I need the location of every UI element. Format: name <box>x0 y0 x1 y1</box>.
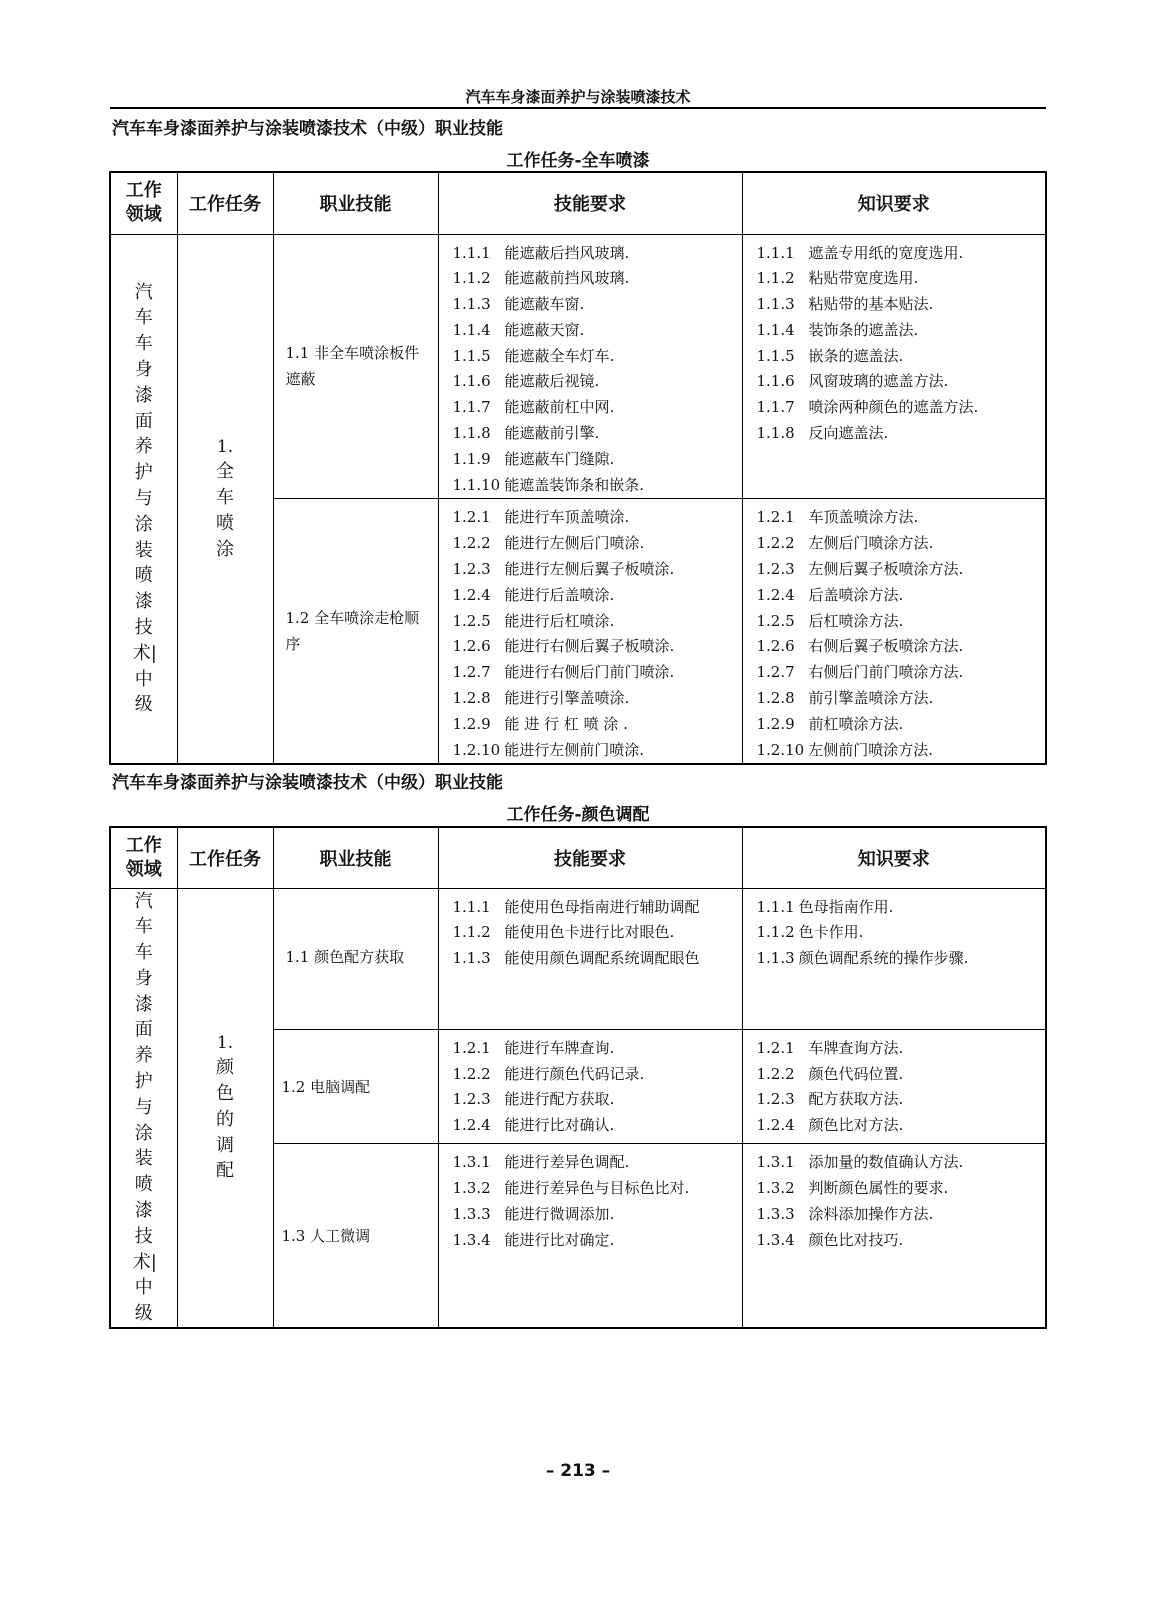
list-item: 1.2.7 右侧后门前门喷涂方法. <box>756 663 964 682</box>
list-item: 1.2.2 能进行左侧后门喷涂. <box>452 534 645 553</box>
task-number: 1. <box>216 1033 234 1054</box>
col-header-knowledge-requirements: 知识要求 <box>742 172 1046 234</box>
list-item: 1.2.5 能进行后杠喷涂. <box>452 611 615 630</box>
task-name: 颜色的调配 <box>216 1057 234 1182</box>
list-item: 1.3.3 能进行微调添加. <box>452 1204 615 1223</box>
skill-requirements-cell <box>438 234 742 499</box>
list-item: 1.2.3 配方获取方法. <box>756 1090 904 1109</box>
skills-table <box>109 826 1047 1329</box>
list-item: 1.3.4 颜色比对技巧. <box>756 1230 904 1249</box>
list-item: 1.1.3 能遮蔽车窗. <box>452 295 585 314</box>
list-item: 1.2.1 车牌查询方法. <box>756 1038 904 1057</box>
skill-cell: 1.3 人工微调 <box>273 1144 438 1328</box>
table-row <box>110 888 1046 1029</box>
list-item: 1.3.2 判断颜色属性的要求. <box>756 1179 949 1198</box>
list-item: 1.2.2 能进行颜色代码记录. <box>452 1064 645 1083</box>
task-cell <box>177 234 273 764</box>
list-item: 1.3.1 能进行差异色调配. <box>452 1153 630 1172</box>
list-item: 1.2.8 能进行引擎盖喷涂. <box>452 689 630 708</box>
skill-cell: 1.1 非全车喷涂板件遮蔽 <box>273 234 438 499</box>
list-item: 1.1.2 能遮蔽前挡风玻璃. <box>452 269 630 288</box>
task-title: 工作任务-全车喷漆 <box>506 151 650 171</box>
list-item: 1.2.10 能进行左侧前门喷涂. <box>452 740 644 759</box>
knowledge-requirements-cell <box>742 499 1046 764</box>
list-item: 1.2.4 后盖喷涂方法. <box>756 585 904 604</box>
list-item: 1.2.4 能进行后盖喷涂. <box>452 585 615 604</box>
col-header-skill: 职业技能 <box>273 172 438 234</box>
col-header-skill-requirements: 技能要求 <box>438 172 742 234</box>
list-item: 1.2.5 后杠喷涂方法. <box>756 611 904 630</box>
list-item: 1.1.1 能遮蔽后挡风玻璃. <box>452 243 630 262</box>
list-item: 1.1.6 风窗玻璃的遮盖方法. <box>756 372 949 391</box>
list-item: 1.1.5 嵌条的遮盖法. <box>756 346 904 365</box>
list-item: 1.3.1 添加量的数值确认方法. <box>756 1153 964 1172</box>
skill-cell: 1.2 全车喷涂走枪顺序 <box>273 499 438 764</box>
list-item: 1.3.2 能进行差异色与目标色比对. <box>452 1179 690 1198</box>
list-item: 1.3.4 能进行比对确定. <box>452 1230 615 1249</box>
list-item: 1.1.10 能遮盖装饰条和嵌条. <box>452 475 644 494</box>
skill-requirements-cell <box>438 499 742 764</box>
col-header-skill-requirements: 技能要求 <box>438 827 742 888</box>
list-item: 1.1.4 装饰条的遮盖法. <box>756 320 919 339</box>
domain-cell <box>110 234 177 764</box>
list-item: 1.1.5 能遮蔽全车灯车. <box>452 346 615 365</box>
list-item: 1.1.1 遮盖专用纸的宽度选用. <box>756 243 964 262</box>
list-item: 1.2.1 能进行车顶盖喷涂. <box>452 508 630 527</box>
skills-table <box>109 171 1047 765</box>
list-item: 1.1.3 能使用颜色调配系统调配眼色 <box>452 949 700 968</box>
list-item: 1.2.3 左侧后翼子板喷涂方法. <box>756 560 964 579</box>
skill-requirements-cell <box>438 1144 742 1328</box>
list-item: 1.1.7 喷涂两种颜色的遮盖方法. <box>756 398 979 417</box>
list-item: 1.2.7 能进行右侧后门前门喷涂. <box>452 663 675 682</box>
task-cell <box>177 888 273 1328</box>
list-item: 1.2.9 能 进 行 杠 喷 涂 . <box>452 714 628 733</box>
col-header-domain: 工作领域 <box>110 172 177 234</box>
list-item: 1.2.6 能进行右侧后翼子板喷涂. <box>452 637 675 656</box>
table-header-row <box>110 827 1046 888</box>
knowledge-requirements-cell <box>742 234 1046 499</box>
list-item: 1.1.1 色母指南作用. <box>756 897 894 916</box>
list-item: 1.1.1 能使用色母指南进行辅助调配 <box>452 897 700 916</box>
col-header-skill: 职业技能 <box>273 827 438 888</box>
col-header-knowledge-requirements: 知识要求 <box>742 827 1046 888</box>
list-item: 1.1.9 能遮蔽车门缝隙. <box>452 449 615 468</box>
domain-cell <box>110 888 177 1328</box>
list-item: 1.2.8 前引擎盖喷涂方法. <box>756 689 934 708</box>
list-item: 1.1.4 能遮蔽天窗. <box>452 320 585 339</box>
col-header-task: 工作任务 <box>177 827 273 888</box>
list-item: 1.2.3 能进行左侧后翼子板喷涂. <box>452 560 675 579</box>
skill-requirements-cell <box>438 1029 742 1144</box>
task-title: 工作任务-颜色调配 <box>506 805 650 825</box>
list-item: 1.1.8 反向遮盖法. <box>756 424 889 443</box>
list-item: 1.1.3 粘贴带的基本贴法. <box>756 295 934 314</box>
list-item: 1.2.9 前杠喷涂方法. <box>756 714 904 733</box>
list-item: 1.2.2 颜色代码位置. <box>756 1064 904 1083</box>
running-header: 汽车车身漆面养护与涂装喷漆技术 <box>465 88 691 106</box>
section-title: 汽车车身漆面养护与涂装喷漆技术（中级）职业技能 <box>112 773 503 793</box>
task-number: 1. <box>216 437 234 458</box>
table-row <box>110 234 1046 499</box>
list-item: 1.1.6 能遮蔽后视镜. <box>452 372 600 391</box>
list-item: 1.1.2 能使用色卡进行比对眼色. <box>452 923 675 942</box>
list-item: 1.3.3 涂料添加操作方法. <box>756 1204 934 1223</box>
list-item: 1.1.7 能遮蔽前杠中网. <box>452 398 615 417</box>
domain-text: 汽车车身漆面养护与涂装喷漆技术|中级 <box>132 281 157 716</box>
list-item: 1.1.2 色卡作用. <box>756 923 864 942</box>
list-item: 1.1.2 粘贴带宽度选用. <box>756 269 919 288</box>
section-title: 汽车车身漆面养护与涂装喷漆技术（中级）职业技能 <box>112 119 503 139</box>
page-number: – 213 – <box>545 1461 611 1481</box>
knowledge-requirements-cell <box>742 1029 1046 1144</box>
list-item: 1.2.3 能进行配方获取. <box>452 1090 615 1109</box>
col-header-task: 工作任务 <box>177 172 273 234</box>
header-rule <box>110 107 1046 109</box>
task-name: 全车喷涂 <box>216 461 234 560</box>
domain-text: 汽车车身漆面养护与涂装喷漆技术|中级 <box>132 890 157 1325</box>
skill-cell: 1.1 颜色配方获取 <box>273 888 438 1029</box>
list-item: 1.2.6 右侧后翼子板喷涂方法. <box>756 637 964 656</box>
table-header-row <box>110 172 1046 234</box>
list-item: 1.2.4 能进行比对确认. <box>452 1116 615 1135</box>
skill-cell: 1.2 电脑调配 <box>273 1029 438 1144</box>
list-item: 1.2.1 车顶盖喷涂方法. <box>756 508 919 527</box>
list-item: 1.2.4 颜色比对方法. <box>756 1116 904 1135</box>
col-header-domain: 工作领域 <box>110 827 177 888</box>
list-item: 1.2.1 能进行车牌查询. <box>452 1038 615 1057</box>
list-item: 1.1.3 颜色调配系统的操作步骤. <box>756 949 969 968</box>
list-item: 1.2.10 左侧前门喷涂方法. <box>756 740 933 759</box>
skill-requirements-cell <box>438 888 742 1029</box>
list-item: 1.1.8 能遮蔽前引擎. <box>452 424 600 443</box>
knowledge-requirements-cell <box>742 1144 1046 1328</box>
knowledge-requirements-cell <box>742 888 1046 1029</box>
list-item: 1.2.2 左侧后门喷涂方法. <box>756 534 934 553</box>
